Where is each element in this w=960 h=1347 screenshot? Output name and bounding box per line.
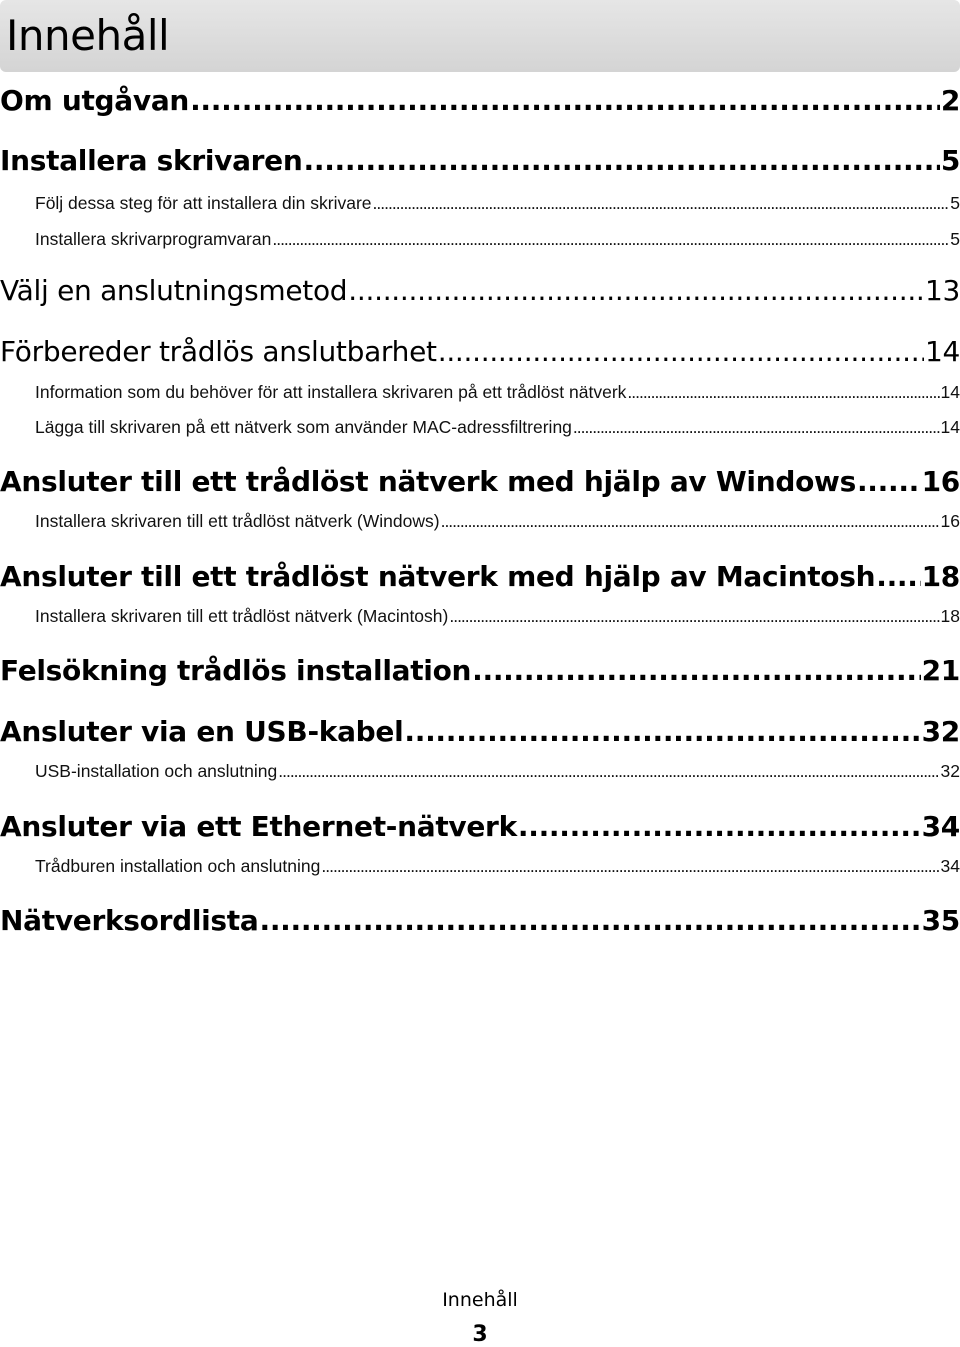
- toc-subentry[interactable]: [35, 229, 960, 250]
- toc-subentry-page: 14: [940, 417, 960, 437]
- toc-entry-label: Förbereder trådlös anslutbarhet: [0, 335, 437, 368]
- toc-entry-label: Välj en anslutningsmetod: [0, 274, 348, 307]
- toc-entry[interactable]: [0, 335, 960, 368]
- toc-entry-label: Felsökning trådlös installation: [0, 654, 472, 687]
- toc-subentry-label: Installera skrivaren till ett trådlöst nätverk (Macintosh): [35, 606, 449, 626]
- toc-entry[interactable]: [0, 84, 960, 117]
- toc-entry-label: Ansluter via ett Ethernet-nätverk: [0, 810, 517, 843]
- toc-entry[interactable]: [0, 654, 960, 687]
- dot-leader: [472, 654, 920, 687]
- toc-subentry-label: Information som du behöver för att installera skrivaren på ett trådlöst nätverk: [35, 382, 627, 402]
- toc-subentry[interactable]: [35, 417, 960, 438]
- toc-entry-label: Ansluter via en USB-kabel: [0, 715, 404, 748]
- toc-subentry-page: 32: [940, 761, 960, 781]
- dot-leader: [449, 606, 939, 627]
- page-title: Innehåll: [6, 11, 170, 60]
- dot-leader: [857, 465, 921, 498]
- toc-entry-page: 21: [921, 654, 960, 687]
- toc-entry[interactable]: [0, 810, 960, 843]
- toc-subentry[interactable]: [35, 193, 960, 214]
- toc-entry-page: 18: [921, 560, 960, 593]
- toc-entry[interactable]: [0, 904, 960, 937]
- footer-page-number: 3: [472, 1322, 488, 1347]
- dot-leader: [404, 715, 920, 748]
- toc-subentry-label: Installera skrivaren till ett trådlöst nätverk (Windows): [35, 511, 440, 531]
- toc-subentry[interactable]: [35, 761, 960, 782]
- toc-entry-page: 34: [921, 810, 960, 843]
- toc-subentry-page: 5: [950, 193, 960, 213]
- dot-leader: [272, 229, 949, 250]
- toc-entry-page: 13: [924, 274, 960, 307]
- dot-leader: [278, 761, 939, 782]
- toc-entry[interactable]: [0, 560, 960, 593]
- toc-subentry-page: 18: [940, 606, 960, 626]
- toc-entry-page: 16: [921, 465, 960, 498]
- toc-entry[interactable]: [0, 274, 960, 307]
- dot-leader: [304, 144, 940, 177]
- dot-leader: [373, 193, 950, 214]
- dot-leader: [259, 904, 920, 937]
- dot-leader: [573, 417, 940, 438]
- dot-leader: [190, 84, 940, 117]
- toc-entry-page: 35: [921, 904, 960, 937]
- toc-entry-label: Nätverksordlista: [0, 904, 259, 937]
- toc-subentry-label: Trådburen installation och anslutning: [35, 856, 321, 876]
- toc-subentry-label: USB-installation och anslutning: [35, 761, 278, 781]
- toc-entry[interactable]: [0, 144, 960, 177]
- dot-leader: [321, 856, 939, 877]
- toc-entry-label: Installera skrivaren: [0, 144, 303, 177]
- toc-subentry-page: 5: [950, 229, 960, 249]
- toc-subentry-label: Installera skrivarprogramvaran: [35, 229, 272, 249]
- dot-leader: [438, 335, 924, 368]
- toc-subentry-page: 16: [940, 511, 960, 531]
- toc-entry-page: 2: [940, 84, 960, 117]
- toc-entry-label: Ansluter till ett trådlöst nätverk med hjälp av Windows: [0, 465, 856, 498]
- toc-subentry[interactable]: [35, 606, 960, 627]
- toc-entry[interactable]: [0, 715, 960, 748]
- title-bar: [0, 0, 960, 72]
- dot-leader: [627, 382, 939, 403]
- toc-entry-page: 5: [940, 144, 960, 177]
- dot-leader: [441, 511, 940, 532]
- toc-entry-label: Om utgåvan: [0, 84, 190, 117]
- toc-entry-page: 32: [921, 715, 960, 748]
- toc-subentry-label: Lägga till skrivaren på ett nätverk som använder MAC-adressfiltrering: [35, 417, 572, 437]
- toc-subentry-label: Följ dessa steg för att installera din skrivare: [35, 193, 372, 213]
- dot-leader: [518, 810, 921, 843]
- toc-subentry[interactable]: [35, 382, 960, 403]
- toc-subentry-page: 14: [940, 382, 960, 402]
- toc-entry-label: Ansluter till ett trådlöst nätverk med hjälp av Macintosh: [0, 560, 876, 593]
- toc-subentry-page: 34: [940, 856, 960, 876]
- toc-entry-page: 14: [924, 335, 960, 368]
- toc-entry[interactable]: [0, 465, 960, 498]
- dot-leader: [876, 560, 920, 593]
- toc-subentry[interactable]: [35, 856, 960, 877]
- dot-leader: [348, 274, 924, 307]
- toc-subentry[interactable]: [35, 511, 960, 532]
- footer-section-label: Innehåll: [442, 1289, 518, 1311]
